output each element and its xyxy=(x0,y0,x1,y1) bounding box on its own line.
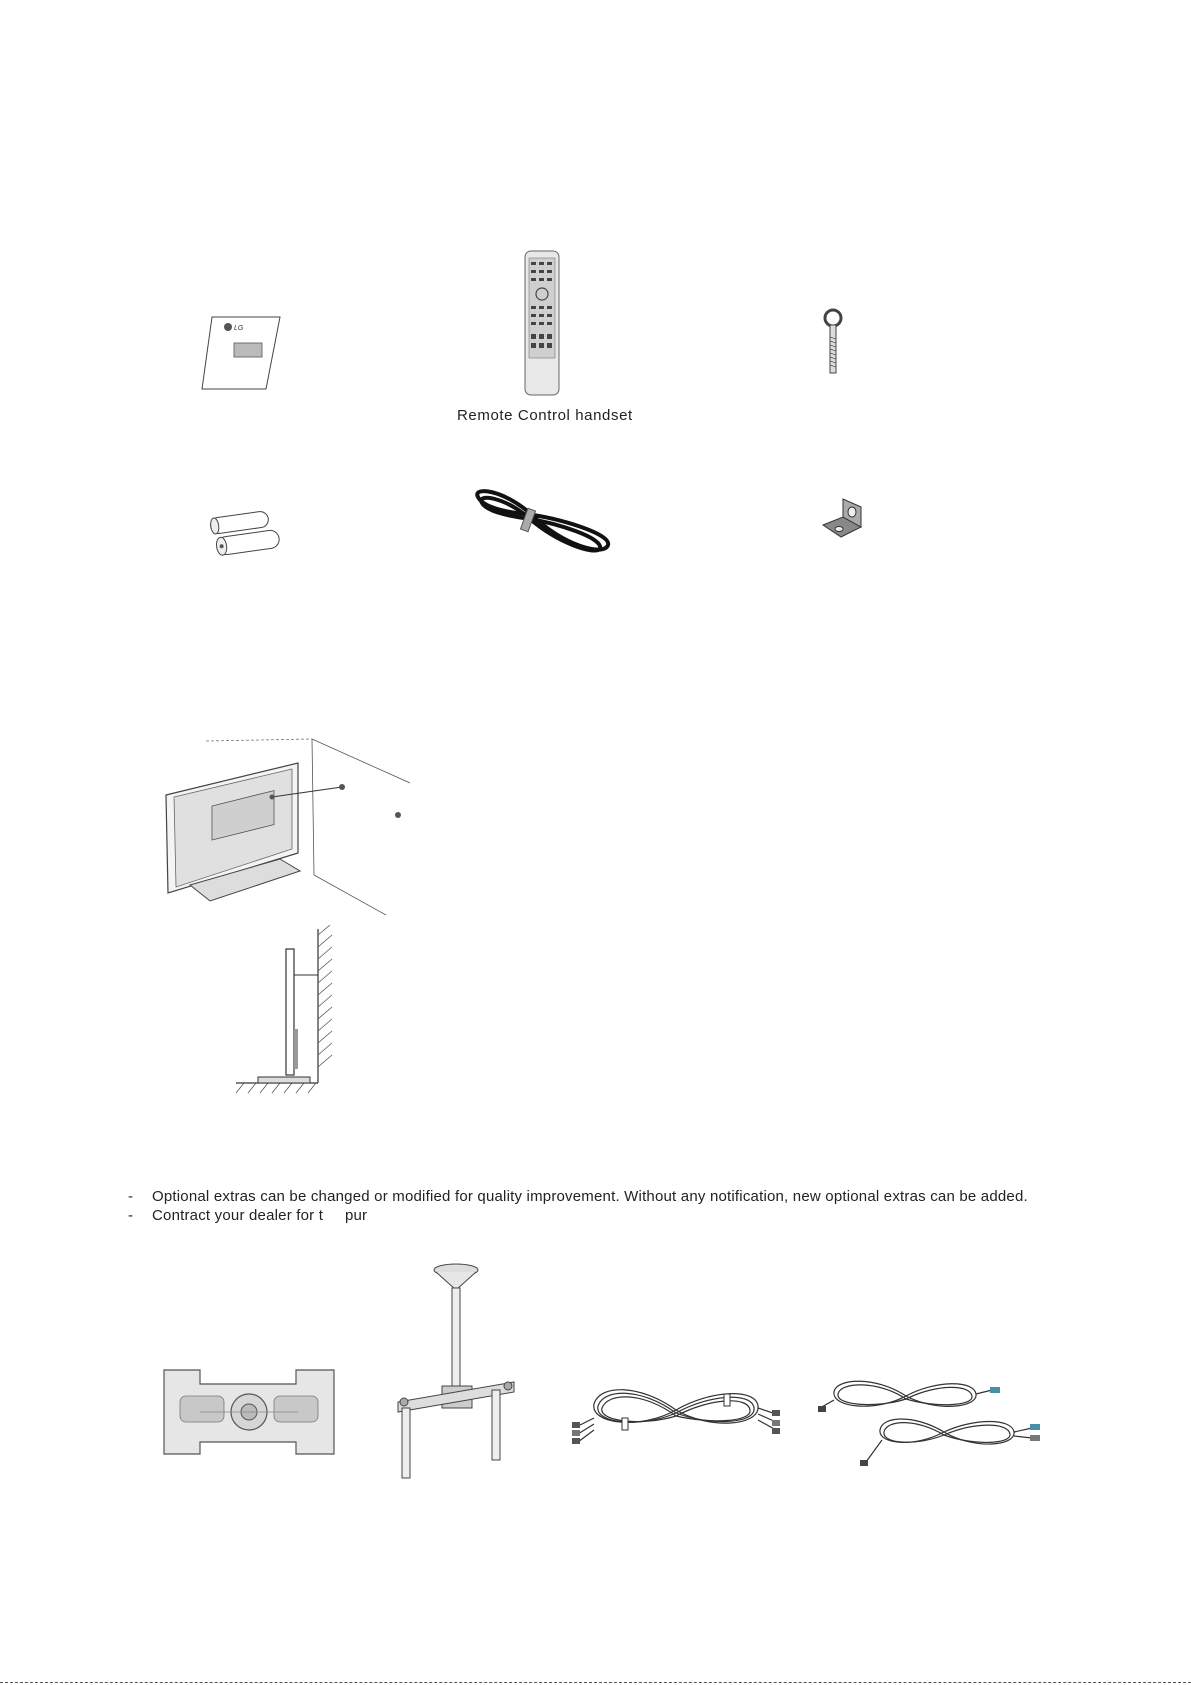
av-cables-figure xyxy=(818,1374,1054,1474)
page-bottom-rule xyxy=(0,1682,1191,1683)
optional-extras-notes xyxy=(128,1187,1048,1225)
owners-manual-figure xyxy=(200,315,284,391)
svg-text:LG: LG xyxy=(234,325,244,332)
batteries-figure xyxy=(204,508,286,558)
wall-mounting-plate-figure xyxy=(160,1362,338,1462)
wall-mount-perspective-figure xyxy=(160,735,410,917)
remote-control-figure xyxy=(524,250,560,396)
wall-mount-side-figure xyxy=(232,925,342,1095)
wall-bracket-figure xyxy=(817,497,867,541)
note-item: - Optional extras can be changed or modified for quality improvement. Without any notification, new optional extras can be added. xyxy=(128,1188,1028,1205)
ceiling-mount-figure xyxy=(396,1262,518,1484)
remote-control-caption: Remote Control handset xyxy=(457,407,633,424)
eye-bolt-figure xyxy=(818,307,848,377)
power-cord-figure xyxy=(472,483,614,559)
note-item: - Contract your dealer for t pur xyxy=(128,1207,368,1224)
component-cable-figure xyxy=(570,1378,782,1448)
